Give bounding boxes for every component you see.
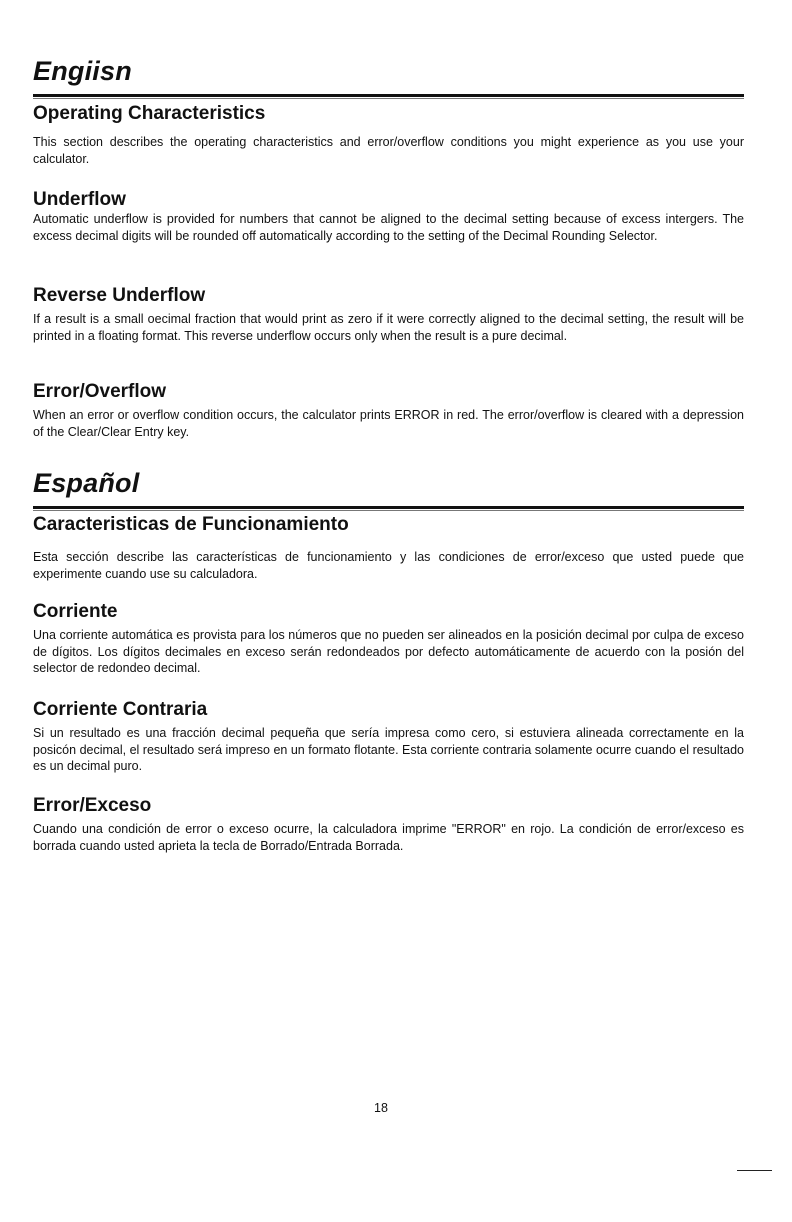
error-exceso-text: Cuando una condición de error o exceso ocurre, la calculadora imprime "ERROR" en rojo. La condición de error/exceso es borrada cuando usted aprieta la tecla de Borrado/Entrada Borrada. [33,822,744,853]
error-overflow-text: When an error or overflow condition occurs, the calculator prints ERROR in red. The error/overflow is cleared with a depression of the Clear/Clear Entry key. [33,408,744,439]
caracteristicas-text: Esta sección describe las características de funcionamiento y las condiciones de error/exceso que usted puede que experimente cuando use su calculadora. [33,550,744,581]
page-number: 18 [374,1101,388,1115]
corner-mark [737,1170,772,1171]
corriente-contraria-text: Si un resultado es una fracción decimal pequeña que sería impresa como cero, si estuviera alineada correctamente en la posicón decimal, el resultado será impreso en un formato flotante. Esta corriente contraria solamente ocurre cuando el resultado es un decimal puro. [33,726,744,773]
error-overflow-title: Error/Overflow [33,381,167,402]
espanol-divider [33,506,744,509]
corriente-text: Una corriente automática es provista para los números que no pueden ser alineados en la posición decimal por culpa de exceso de dígitos. Los dígitos decimales en exceso serán redondeados por defecto automáticamente de acuerdo con la posión del selector de redondeo decimal. [33,628,744,675]
reverse-underflow-text: If a result is a small oecimal fraction that would print as zero if it were correctly aligned to the decimal setting, the result will be printed in a floating format. This reverse underflow occurs only when the result is a pure decimal. [33,312,744,343]
espanol-heading: Español [33,468,140,498]
operating-characteristics-text: This section describes the operating characteristics and error/overflow conditions you might experience as you use your calculator. [33,135,744,166]
corriente-contraria-title: Corriente Contraria [33,699,208,720]
underflow-text: Automatic underflow is provided for numbers that cannot be aligned to the decimal setting because of excess intergers. The excess decimal digits will be rounded off automatically according to the setting of the Decimal Rounding Selector. [33,212,744,243]
reverse-underflow-title: Reverse Underflow [33,285,206,306]
corriente-title: Corriente [33,601,118,622]
underflow-title: Underflow [33,189,126,210]
error-exceso-title: Error/Exceso [33,795,152,816]
english-divider [33,94,744,97]
operating-characteristics-title: Operating Characteristics [33,103,266,124]
caracteristicas-title: Caracteristicas de Funcionamiento [33,514,349,535]
english-heading: Engiisn [33,56,132,86]
